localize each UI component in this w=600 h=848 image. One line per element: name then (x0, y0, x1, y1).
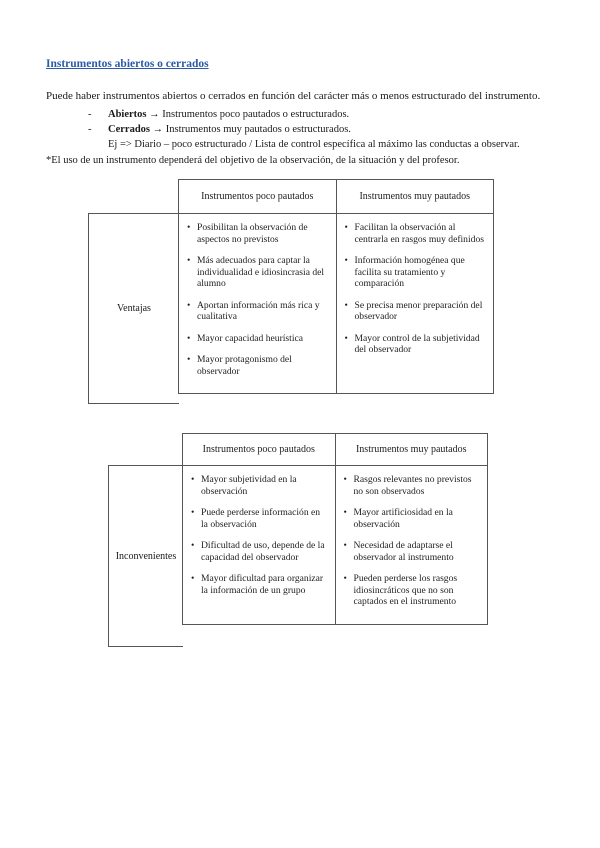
list-item-abiertos (88, 107, 351, 122)
col-header-muy-pautados: Instrumentos muy pautados (336, 180, 494, 214)
list-item: • Mayor protagonismo del observador (197, 354, 328, 377)
desc-cerrados: Instrumentos muy pautados o estructurados. (165, 124, 351, 135)
list-item: • Necesidad de adaptarse el observador al instrumento (354, 540, 480, 563)
dash-marker: - (88, 124, 92, 135)
arrow-icon: → (152, 124, 164, 135)
footnote: *El uso de un instrumento dependerá del objetivo de la observación, de la situación y del profesor. (46, 155, 460, 166)
inconvenientes-table (182, 433, 488, 625)
list-item: • Pueden perderse los rasgos idiosincráticos que no son captados en el instrumento (354, 573, 480, 608)
cell-muy-pautados (335, 466, 488, 625)
cell-poco-pautados (183, 466, 336, 625)
intro-paragraph: Puede haber instrumentos abiertos o cerrados en función del carácter más o menos estructurado del instrumento. (46, 90, 541, 102)
list-item: • Dificultad de uso, depende de la capacidad del observador (201, 540, 327, 563)
list-item: • Información homogénea que facilita su tratamiento y comparación (355, 255, 486, 290)
list-item-cerrados (88, 122, 351, 137)
list-item: • Rasgos relevantes no previstos no son observados (354, 474, 480, 497)
list-item: • Posibilitan la observación de aspectos no previstos (197, 222, 328, 245)
list-item: • Facilitan la observación al centrarla en rasgos muy definidos (355, 222, 486, 245)
list-item: • Mayor subjetividad en la observación (201, 474, 327, 497)
list-item: • Mayor control de la subjetividad del observador (355, 333, 486, 356)
list-item: • Mayor artificiosidad en la observación (354, 507, 480, 530)
row-label-ventajas: Ventajas (88, 213, 179, 404)
list-item: • Mayor capacidad heurística (197, 333, 328, 345)
section-heading: Instrumentos abiertos o cerrados (46, 58, 209, 70)
row-label-inconvenientes: Inconvenientes (108, 465, 183, 647)
col-header-poco-pautados: Instrumentos poco pautados (183, 434, 336, 466)
col-header-muy-pautados: Instrumentos muy pautados (335, 434, 488, 466)
term-cerrados: Cerrados (108, 124, 150, 135)
example-line: Ej => Diario – poco estructurado / Lista de control específica al máximo las conductas a observar. (108, 139, 520, 150)
list-item: • Se precisa menor preparación del observador (355, 300, 486, 323)
list-item: • Más adecuados para captar la individualidad e idiosincrasia del alumno (197, 255, 328, 290)
type-list (88, 107, 351, 137)
dash-marker: - (88, 109, 92, 120)
col-header-poco-pautados: Instrumentos poco pautados (179, 180, 337, 214)
list-item: • Puede perderse información en la observación (201, 507, 327, 530)
arrow-icon: → (149, 109, 160, 120)
list-item: • Aportan información más rica y cualitativa (197, 300, 328, 323)
term-abiertos: Abiertos (108, 109, 147, 120)
desc-abiertos: Instrumentos poco pautados o estructurados. (162, 109, 350, 120)
cell-muy-pautados (336, 214, 494, 394)
cell-poco-pautados (179, 214, 337, 394)
ventajas-table (178, 179, 494, 394)
list-item: • Mayor dificultad para organizar la información de un grupo (201, 573, 327, 596)
